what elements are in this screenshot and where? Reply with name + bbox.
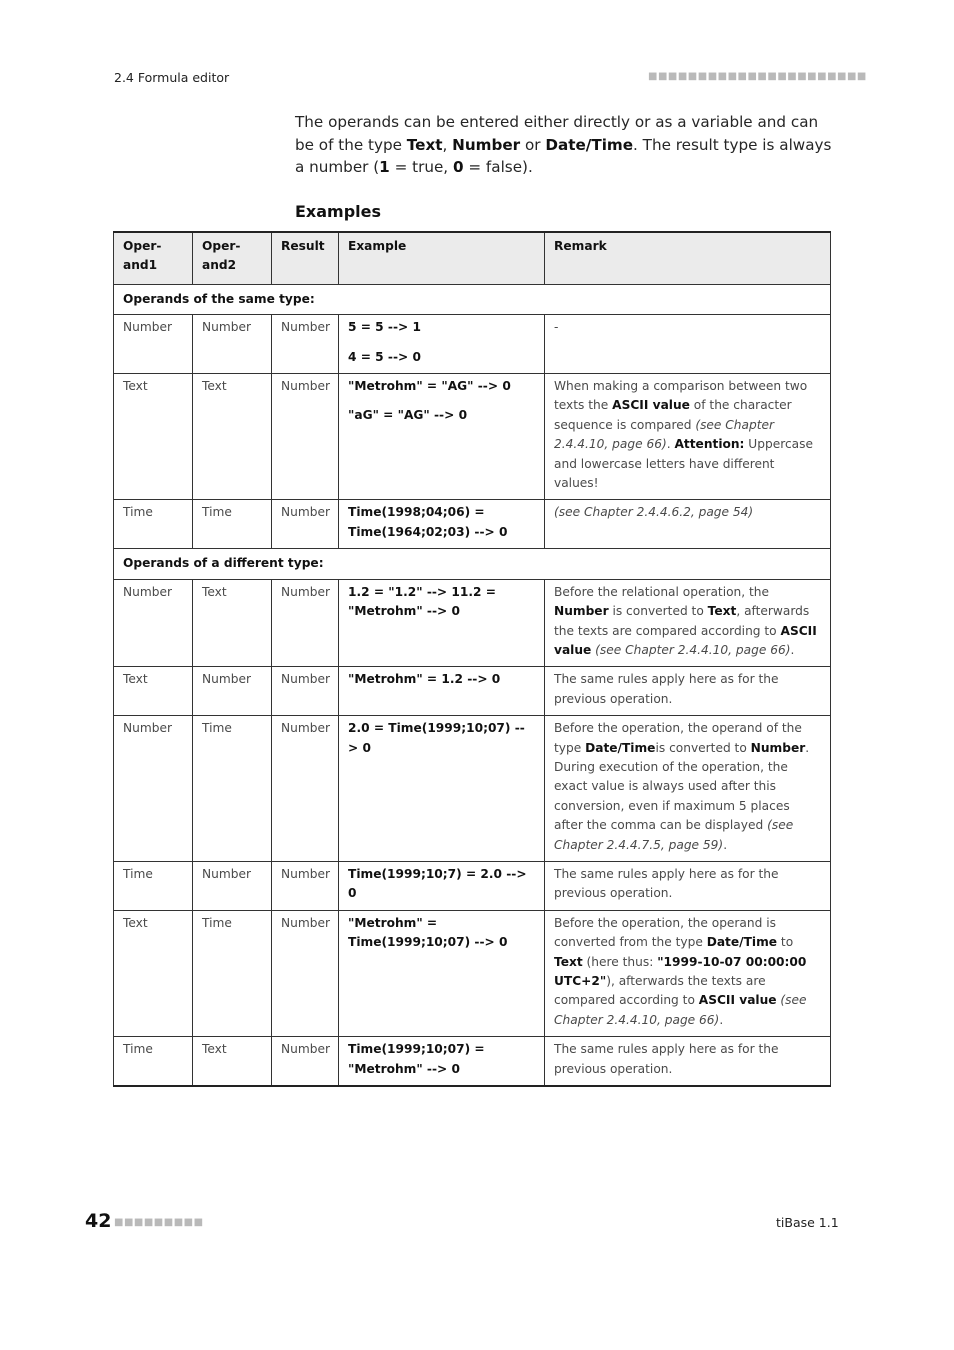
- example-cell: [339, 910, 545, 1036]
- bold-term: ASCII value: [554, 623, 817, 657]
- text-run: ,: [442, 135, 453, 154]
- chapter-reference: (see Chapter 2.4.4.10, page 66): [554, 417, 775, 452]
- footer-decoration: ■■■■■■■■■: [114, 1217, 204, 1228]
- remark-cell: [545, 315, 831, 374]
- header-decoration: ■■■■■■■■■■■■■■■■■■■■■■: [648, 71, 867, 82]
- text-run: , afterwards the texts are compared according to: [554, 604, 810, 638]
- text-run: of the character sequence is compared: [554, 398, 792, 432]
- bold-term: "1999-10-07 00:00:00 UTC+2": [554, 954, 807, 988]
- text-run: The same rules apply here as for the previous operation.: [554, 672, 779, 706]
- operand2-cell: Number: [193, 861, 272, 910]
- operand1-cell: Number: [114, 579, 193, 667]
- operand1-cell: Time: [114, 861, 193, 910]
- result-cell: Number: [272, 716, 339, 862]
- operand1-cell: Text: [114, 667, 193, 716]
- text-run: is converted to: [608, 604, 708, 619]
- table-row: [114, 1037, 831, 1086]
- table-body: [114, 284, 831, 1086]
- example-expression: 5 = 5 --> 1: [348, 320, 421, 335]
- operand2-cell: Number: [193, 315, 272, 374]
- example-expression: 1.2 = "1.2" --> 11.2 = "Metrohm" --> 0: [348, 584, 496, 619]
- text-run: .: [719, 1012, 724, 1027]
- text-run: The same rules apply here as for the previous operation.: [554, 1042, 779, 1076]
- example-expression: "Metrohm" = Time(1999;10;07) --> 0: [348, 915, 508, 950]
- example-cell: [339, 374, 545, 500]
- header-example: Example: [339, 232, 545, 284]
- bold-term: Attention:: [674, 437, 745, 452]
- remark-cell: [545, 374, 831, 500]
- text-run: . The result type is always a number (: [295, 135, 832, 176]
- bold-term: Date/Time: [585, 740, 656, 755]
- text-run: .: [723, 837, 728, 852]
- bold-term: 1: [379, 158, 390, 176]
- example-expression: 2.0 = Time(1999;10;07) --> 0: [348, 721, 525, 755]
- section-title: Operands of a different type:: [114, 549, 831, 579]
- remark-cell: [545, 500, 831, 549]
- remark-cell: [545, 1037, 831, 1086]
- text-run: . During execution of the operation, the exact value is always used after this conversion, even if maximum 5 places after the comma can be displayed: [554, 740, 810, 833]
- table-row: [114, 667, 831, 716]
- remark-cell: [545, 716, 831, 862]
- table-row: [114, 500, 831, 549]
- bold-term: Number: [452, 135, 521, 154]
- examples-heading: Examples: [295, 202, 382, 221]
- result-cell: Number: [272, 579, 339, 667]
- bold-term: Date/Time: [706, 935, 778, 950]
- operand2-cell: Text: [193, 374, 272, 500]
- example-expression: Time(1999;10;07) = "Metrohm" --> 0: [348, 1042, 485, 1076]
- text-run: to: [777, 935, 794, 950]
- text-run: = false).: [463, 158, 533, 176]
- example-cell: [339, 579, 545, 667]
- operand1-cell: Time: [114, 500, 193, 549]
- operand2-cell: Time: [193, 910, 272, 1036]
- intro-paragraph: [295, 111, 835, 179]
- text-run: is converted to: [655, 740, 751, 755]
- example-cell: [339, 861, 545, 910]
- result-cell: Number: [272, 1037, 339, 1086]
- page-number: 42: [85, 1210, 112, 1232]
- table-row: [114, 315, 831, 374]
- header-operand1: Oper- and1: [114, 232, 193, 284]
- operand2-cell: Time: [193, 500, 272, 549]
- example-cell: [339, 716, 545, 862]
- header-result: Result: [272, 232, 339, 284]
- text-run: ), afterwards the texts are compared according to: [554, 974, 766, 1008]
- example-cell: [339, 500, 545, 549]
- operand1-cell: Time: [114, 1037, 193, 1086]
- text-run: .: [790, 642, 795, 657]
- result-cell: Number: [272, 667, 339, 716]
- result-cell: Number: [272, 500, 339, 549]
- example-expression: "Metrohm" = 1.2 --> 0: [348, 672, 501, 687]
- examples-table: [113, 231, 831, 1087]
- text-run: When making a comparison between two texts the: [554, 379, 808, 413]
- operand2-cell: Text: [193, 579, 272, 667]
- text-run: Before the operation, the operand is converted from the type: [554, 915, 776, 950]
- operand2-cell: Time: [193, 716, 272, 862]
- text-run: or: [520, 135, 546, 154]
- example-expression: Time(1999;10;7) = 2.0 --> 0: [348, 866, 527, 901]
- bold-term: Number: [750, 740, 806, 755]
- chapter-reference: (see Chapter 2.4.4.6.2, page 54): [554, 505, 754, 520]
- result-cell: Number: [272, 315, 339, 374]
- table-row: [114, 374, 831, 500]
- example-expression: "Metrohm" = "AG" --> 0: [348, 379, 511, 394]
- table-row: [114, 579, 831, 667]
- bold-term: 0: [452, 158, 464, 176]
- remark-cell: [545, 861, 831, 910]
- example-cell: [339, 1037, 545, 1086]
- result-cell: Number: [272, 861, 339, 910]
- remark-cell: [545, 667, 831, 716]
- section-title: Operands of the same type:: [114, 284, 831, 314]
- chapter-reference: (see Chapter 2.4.4.10, page 66): [595, 642, 791, 657]
- text-run: = true,: [389, 158, 453, 176]
- operand1-cell: Text: [114, 374, 193, 500]
- running-header-section: 2.4 Formula editor: [114, 70, 230, 85]
- example-expression: 4 = 5 --> 0: [348, 349, 421, 364]
- result-cell: Number: [272, 374, 339, 500]
- table-header-row: [114, 232, 831, 284]
- operand1-cell: Number: [114, 315, 193, 374]
- operand2-cell: Text: [193, 1037, 272, 1086]
- example-expression: Time(1998;04;06) = Time(1964;02;03) --> 0: [348, 505, 508, 539]
- header-operand2: Oper- and2: [193, 232, 272, 284]
- text-run: The same rules apply here as for the previous operation.: [554, 866, 779, 901]
- text-run: .: [666, 437, 675, 452]
- result-cell: Number: [272, 910, 339, 1036]
- text-run: Before the operation, the operand of the type: [554, 721, 802, 755]
- bold-term: ASCII value: [612, 398, 690, 413]
- bold-term: Text: [707, 604, 737, 619]
- bold-term: ASCII value: [698, 993, 777, 1008]
- bold-term: Text: [406, 135, 443, 154]
- remark-cell: [545, 579, 831, 667]
- operand1-cell: Text: [114, 910, 193, 1036]
- text-run: Before the relational operation, the: [554, 584, 770, 599]
- text-run: -: [554, 320, 559, 335]
- example-cell: [339, 667, 545, 716]
- remark-cell: [545, 910, 831, 1036]
- header-remark: Remark: [545, 232, 831, 284]
- example-expression: "aG" = "AG" --> 0: [348, 408, 468, 423]
- bold-term: Number: [554, 604, 609, 619]
- text-run: Uppercase and lowercase letters have different values!: [554, 437, 813, 491]
- bold-term: Text: [554, 954, 583, 969]
- operand1-cell: Number: [114, 716, 193, 862]
- table-row: [114, 910, 831, 1036]
- table-row: [114, 861, 831, 910]
- table-row: [114, 716, 831, 862]
- text-run: The operands can be entered either directly or as a variable and can be of the type: [295, 113, 819, 154]
- text-run: (here thus:: [582, 954, 658, 969]
- bold-term: Date/Time: [545, 135, 634, 154]
- chapter-reference: (see Chapter 2.4.4.7.5, page 59): [554, 818, 794, 852]
- product-name: tiBase 1.1: [776, 1215, 839, 1230]
- chapter-reference: (see Chapter 2.4.4.10, page 66): [554, 993, 807, 1027]
- example-cell: [339, 315, 545, 374]
- operand2-cell: Number: [193, 667, 272, 716]
- section-row: [114, 549, 831, 579]
- section-row: [114, 284, 831, 314]
